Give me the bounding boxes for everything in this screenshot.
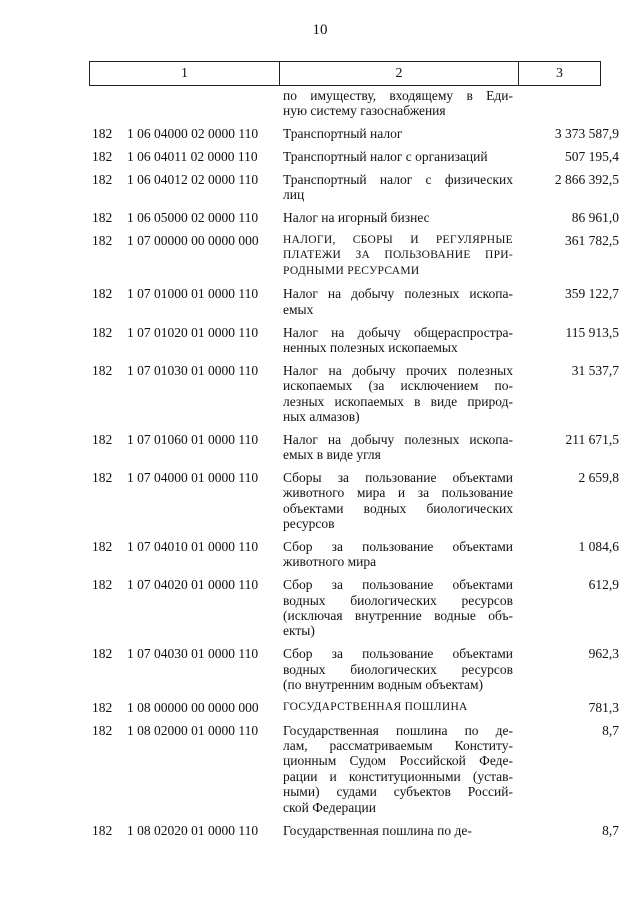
budget-classification-code: 1 06 04012 02 0000 110 [127,171,259,187]
budget-classification-code: 1 07 04010 01 0000 110 [127,539,259,555]
income-name [279,700,519,715]
income-name-line: (по внутренним водным объектам) [283,677,484,693]
income-name-line: емых [283,301,314,317]
income-name [279,149,519,164]
amount-value: 115 913,5 [565,324,619,340]
income-name [279,126,519,141]
table-row [89,233,619,279]
income-name-line: РОДНЫМИ РЕСУРСАМИ [283,264,420,277]
admin-code: 182 [92,539,113,555]
amount-value: 2 866 392,5 [554,171,619,187]
income-name-line: по имуществу, входящему в Еди- [283,88,513,103]
budget-classification-code: 1 08 00000 00 0000 000 [127,699,259,715]
income-name-line: Транспортный налог [283,126,403,142]
amount-value: 507 195,4 [565,149,619,164]
income-name-line: ископаемых (за исключением по- [283,378,513,394]
amount-value: 1 084,6 [578,539,619,555]
budget-classification-code: 1 08 02020 01 0000 110 [127,822,259,838]
income-name-line: НАЛОГИ, СБОРЫ И РЕГУЛЯРНЫЕ [283,233,513,246]
budget-classification-code: 1 06 04011 02 0000 110 [127,149,258,164]
income-name-line: Сбор за пользование объектами [283,577,513,593]
amount-value: 2 659,8 [578,470,619,486]
amount-value: 359 122,7 [565,286,619,302]
income-name-line: ционным Судом Российской Феде- [283,753,513,769]
income-name-line: Сборы за пользование объектами [283,470,513,486]
income-name-line: ными) судами субъектов Россий- [283,784,513,800]
income-name-line: Налог на добычу прочих полезных [283,362,513,378]
budget-classification-code: 1 06 05000 02 0000 110 [127,210,259,225]
table-row [89,88,619,119]
admin-code: 182 [92,699,113,715]
amount-value: 8,7 [602,722,619,738]
income-name-line: лиц [283,187,305,203]
table-row [89,149,619,164]
income-name-line: Транспортный налог с организаций [283,149,488,164]
amount-value: 3 373 587,9 [554,126,619,142]
budget-classification-code: 1 07 04000 01 0000 110 [127,470,259,486]
income-name-line: Сбор за пользование объектами [283,646,513,662]
budget-classification-code: 1 07 01030 01 0000 110 [127,362,259,378]
admin-code: 182 [92,286,113,302]
income-name-line: Транспортный налог с физических [283,171,513,187]
income-name-line: ской Федерации [283,799,376,815]
admin-code: 182 [92,646,113,662]
income-name-line: екты) [283,623,315,639]
admin-code: 182 [92,149,113,164]
income-name-line: Государственная пошлина по де- [283,822,472,838]
admin-code: 182 [92,324,113,340]
table-row [89,363,619,425]
amount-value: 8,7 [602,822,619,838]
income-name [279,646,519,692]
income-name-line: водных биологических ресурсов [283,661,513,677]
income-name-line: лезных ископаемых в виде природ- [283,393,513,409]
income-name-line: (исключая внутренние водные объ- [283,608,513,624]
income-name-line: ресурсов [283,516,335,532]
budget-classification-code: 1 06 04000 02 0000 110 [127,126,259,142]
income-name-line: лам, рассматриваемым Конститу- [283,738,513,754]
income-name-line: ных алмазов) [283,409,360,425]
admin-code: 182 [92,822,113,838]
amount-value: 962,3 [588,646,619,662]
table-row [89,723,619,815]
income-name-line: рации и конституционными (устав- [283,768,513,784]
table-row [89,577,619,639]
budget-classification-code: 1 07 00000 00 0000 000 [127,232,259,248]
budget-classification-code: 1 07 01000 01 0000 110 [127,286,259,302]
income-name [279,286,519,317]
income-name [279,470,519,532]
income-name-line: водных биологических ресурсов [283,592,513,608]
income-name [279,172,519,203]
table-row [89,470,619,532]
amount-value: 612,9 [588,577,619,593]
budget-classification-code: 1 07 04020 01 0000 110 [127,577,259,593]
amount-value: 31 537,7 [571,362,619,378]
table-row [89,325,619,356]
income-name-line: Государственная пошлина по де- [283,722,513,738]
income-name-line: Налог на добычу полезных ископа- [283,286,513,302]
budget-classification-code: 1 08 02000 01 0000 110 [127,722,259,738]
income-name-line: животного мира [283,554,377,570]
header-col-2: 2 [280,62,519,85]
table-row [89,286,619,317]
income-name-line: Налог на добычу полезных ископа- [283,431,513,447]
amount-value: 211 671,5 [565,431,619,447]
income-name-line: емых в виде угля [283,447,381,463]
header-col-1: 1 [90,62,280,85]
amount-value: 86 961,0 [571,210,619,225]
admin-code: 182 [92,362,113,378]
income-name-line: животного мира и за пользование [283,485,513,501]
budget-classification-code: 1 07 01060 01 0000 110 [127,431,259,447]
income-name [279,539,519,570]
table-row [89,172,619,203]
table-header [89,61,601,86]
admin-code: 182 [92,722,113,738]
income-name-line: Налог на игорный бизнес [283,210,430,225]
income-name [279,210,519,225]
table-body [89,88,619,845]
budget-classification-code: 1 07 01020 01 0000 110 [127,324,259,340]
table-row [89,700,619,715]
table-row [89,126,619,141]
table-row [89,823,619,838]
income-name [279,325,519,356]
income-name-line: ПЛАТЕЖИ ЗА ПОЛЬЗОВАНИЕ ПРИ- [283,249,513,262]
income-name [279,432,519,463]
income-name [279,577,519,639]
budget-classification-code: 1 07 04030 01 0000 110 [127,646,259,662]
table-row [89,210,619,225]
table-row [89,432,619,463]
income-name-line: Сбор за пользование объектами [283,539,513,555]
income-name [279,723,519,815]
income-name-line: ГОСУДАРСТВЕННАЯ ПОШЛИНА [283,700,468,713]
income-name-line: объектами водных биологических [283,500,513,516]
table-row [89,539,619,570]
income-name-line: ненных полезных ископаемых [283,340,458,356]
admin-code: 182 [92,577,113,593]
income-name [279,363,519,425]
table-row [89,646,619,692]
admin-code: 182 [92,171,113,187]
header-col-3: 3 [556,65,563,81]
admin-code: 182 [92,232,113,248]
amount-value: 361 782,5 [565,232,619,248]
page-number: 10 [312,22,328,38]
income-name [279,823,519,838]
admin-code: 182 [92,210,113,225]
admin-code: 182 [92,470,113,486]
income-name-line: ную систему газоснабжения [283,103,446,119]
income-name [279,233,519,279]
amount-value: 781,3 [588,699,619,715]
admin-code: 182 [92,431,113,447]
income-name [279,88,519,119]
admin-code: 182 [92,126,113,142]
income-name-line: Налог на добычу общераспростра- [283,324,513,340]
